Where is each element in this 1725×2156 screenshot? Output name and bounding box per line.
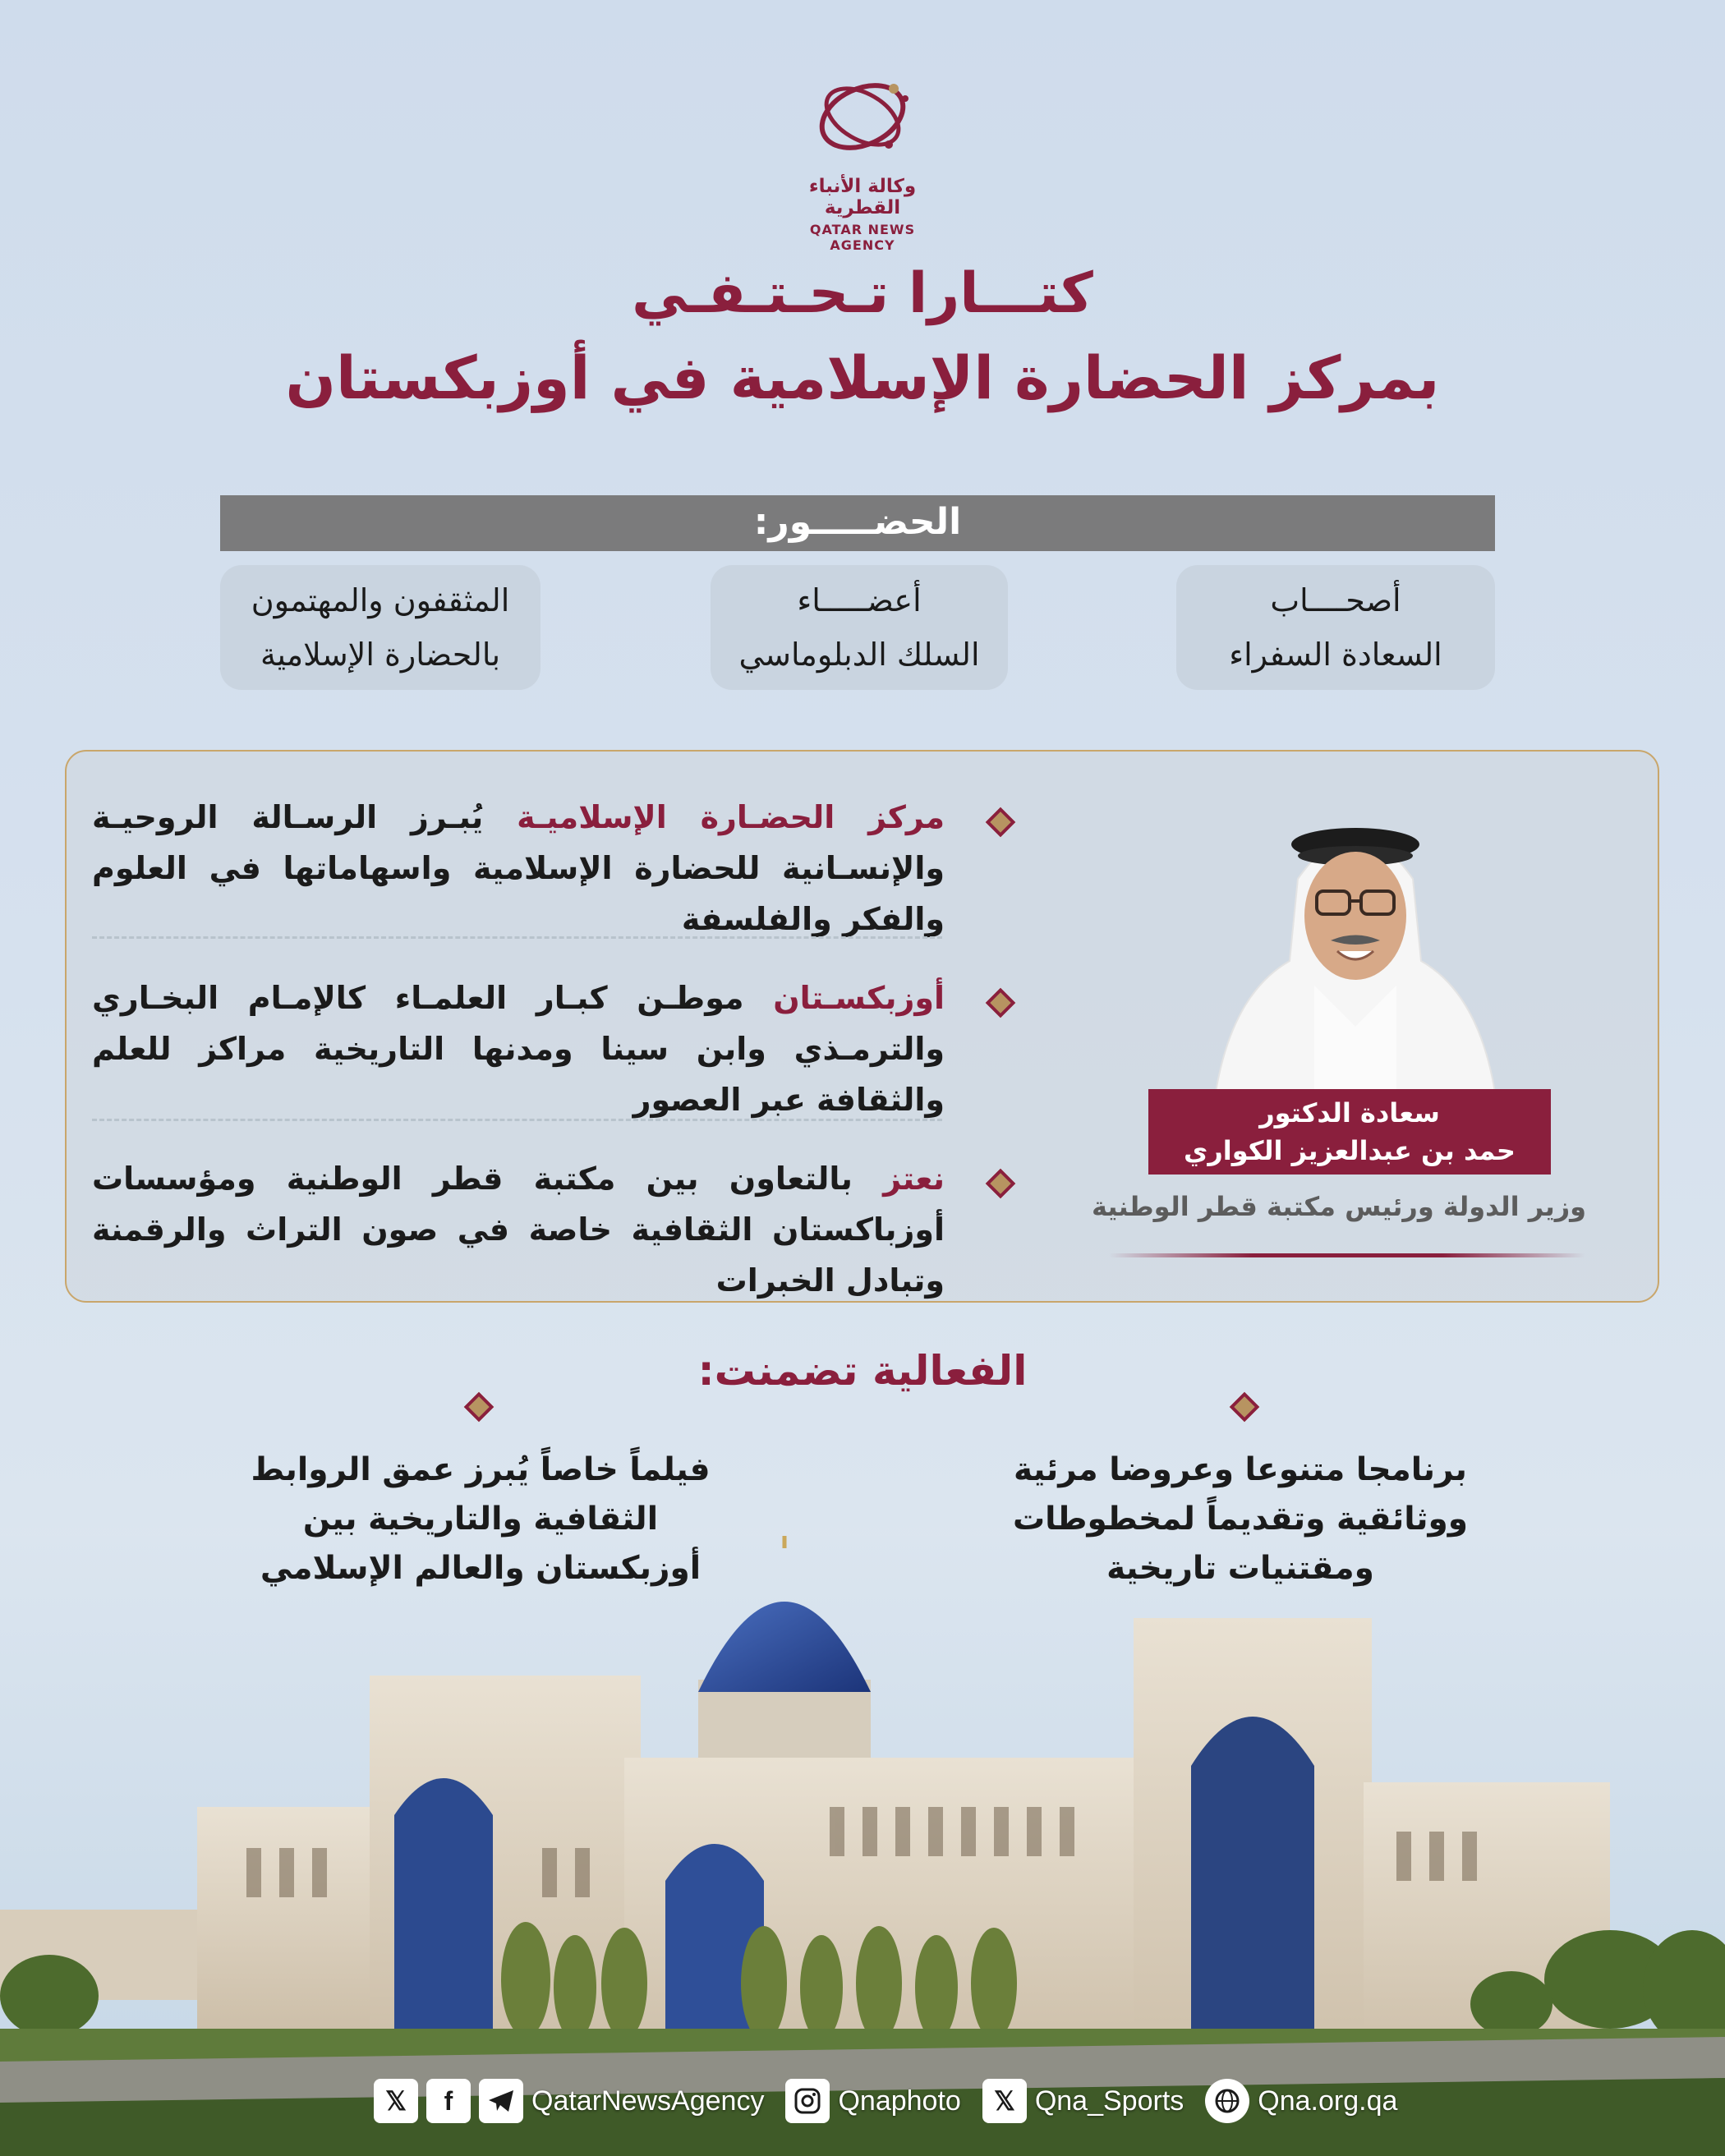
diamond-bullet-icon <box>464 1392 494 1423</box>
x-icon[interactable]: 𝕏 <box>982 2079 1027 2123</box>
page-title-line2: بمركز الحضارة الإسلامية في أوزبكستان <box>285 343 1440 412</box>
attendance-group-ambassadors <box>1176 565 1495 690</box>
attendance-group-intellectuals <box>220 565 540 690</box>
info-bullet-3 <box>92 1153 945 1306</box>
diamond-bullet-icon <box>1230 1392 1260 1423</box>
official-title: سعادة الدكتور <box>1259 1097 1440 1129</box>
attendance-group-diplomats <box>711 565 1008 690</box>
event-item-program: برنامجا متنوعا وعروضا مرئية ووثائقية وتقديماً لمخطوطات ومقتنيات تاريخية <box>1012 1451 1469 1587</box>
event-section-title: الفعالية تضمنت: <box>697 1347 1028 1395</box>
official-role: وزير الدولة ورئيس مكتبة قطر الوطنية <box>1091 1191 1587 1222</box>
qna-logo <box>789 66 936 253</box>
bullet-highlight: مركز الحضـارة الإسلاميـة <box>517 799 945 835</box>
attendance-group-line1: أصحــــاب <box>1270 582 1401 618</box>
logo-english-text: QATAR NEWS AGENCY <box>809 222 916 253</box>
telegram-icon[interactable] <box>479 2079 523 2123</box>
attendance-group-line1: أعضـــــاء <box>797 582 922 618</box>
bullet-highlight: نعتز <box>883 1161 945 1197</box>
x-icon[interactable]: 𝕏 <box>374 2079 418 2123</box>
social-footer <box>374 2078 1410 2124</box>
divider <box>92 1119 942 1121</box>
qna-emblem-icon <box>797 66 928 172</box>
event-item-film: فيلماً خاصاً يُبرز عمق الروابط الثقافية والتاريخية بين أوزبكستان والعالم الإسلامي <box>251 1451 711 1587</box>
page-title-line1: كتـــارا تـحـتـفـي <box>632 261 1093 326</box>
attendance-group-line2: بالحضارة الإسلامية <box>260 637 501 673</box>
attendance-header-bar: الحضـــــور: <box>220 495 1495 551</box>
bullet-text: موطـن كبـار العلمـاء كالإمـام البخـاري والترمـذي وابن سينا ومدنها التاريخية مراكز للعلم والثقافة عبر العصور <box>92 980 945 1118</box>
bullet-text: يُبـرز الرسـالة الروحيـة والإنسـانية للحضارة الإسلامية واسهاماتها في العلوم والفكر والفلسفة <box>92 799 945 937</box>
info-bullet-2 <box>92 972 945 1125</box>
logo-arabic-text: وكالة الأنباء القطرية <box>808 176 917 218</box>
decorative-line <box>1109 1253 1585 1257</box>
official-name-box <box>1148 1089 1551 1175</box>
attendance-group-line1: المثقفون والمهتمون <box>251 582 510 618</box>
bullet-text: بالتعاون بين مكتبة قطر الوطنية ومؤسسات أوزباكستان الثقافية خاصة في صون التراث والرقمنة وتبادل الخبرات <box>92 1161 945 1299</box>
official-name: حمد بن عبدالعزيز الكواري <box>1184 1135 1516 1166</box>
social-handle-agency[interactable]: QatarNewsAgency <box>531 2085 765 2117</box>
instagram-icon[interactable] <box>785 2079 830 2123</box>
attendance-group-line2: السلك الدبلوماسي <box>738 637 980 673</box>
islamic-civilization-center-building-image <box>0 1536 1725 2156</box>
info-bullet-1 <box>92 792 945 945</box>
attendance-group-line2: السعادة السفراء <box>1229 637 1442 673</box>
globe-icon[interactable] <box>1205 2079 1249 2123</box>
bullet-highlight: أوزبكسـتان <box>773 980 945 1016</box>
social-handle-sports[interactable]: Qna_Sports <box>1034 2085 1184 2117</box>
divider <box>92 936 942 939</box>
website-link[interactable]: Qna.org.qa <box>1258 2085 1398 2117</box>
official-portrait-image <box>1199 780 1511 1092</box>
social-handle-photo[interactable]: Qnaphoto <box>838 2085 961 2117</box>
facebook-icon[interactable]: f <box>426 2079 471 2123</box>
